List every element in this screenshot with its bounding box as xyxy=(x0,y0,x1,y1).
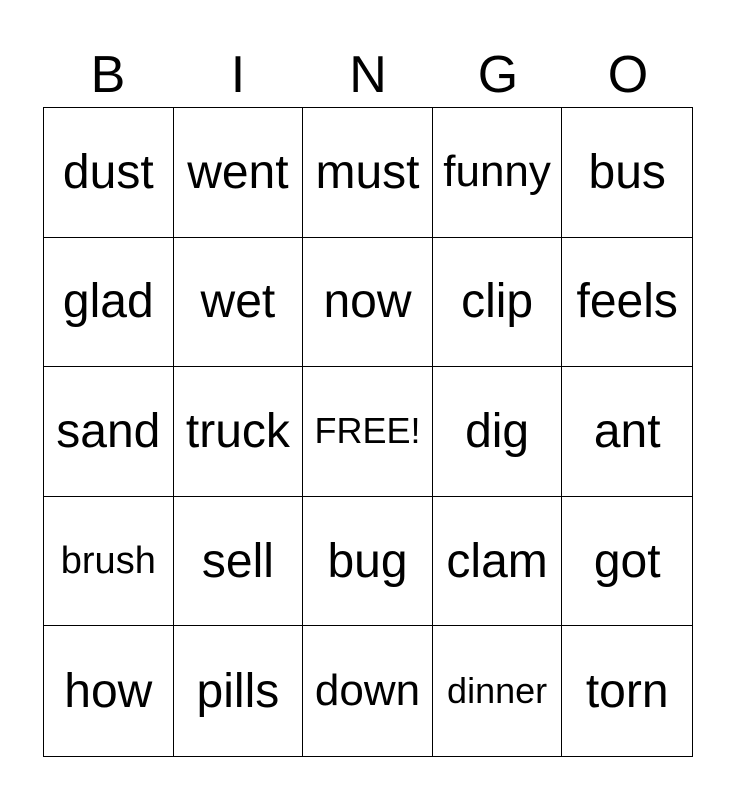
bingo-cell: went xyxy=(174,108,304,238)
bingo-cell: feels xyxy=(562,238,692,368)
header-letter-n: N xyxy=(349,46,387,104)
bingo-cell: funny xyxy=(433,108,563,238)
bingo-cell: bus xyxy=(562,108,692,238)
header-letter-i: I xyxy=(230,46,246,104)
bingo-cell: torn xyxy=(585,664,669,718)
bingo-cell: sell xyxy=(174,497,304,627)
bingo-card-grid xyxy=(43,107,693,757)
bingo-cell: pills xyxy=(174,626,304,756)
bingo-cell: bug xyxy=(303,497,433,627)
bingo-cell: dinner xyxy=(433,626,563,756)
bingo-cell: dust xyxy=(44,108,174,238)
bingo-cell: wet xyxy=(174,238,304,368)
header-letter-b: B xyxy=(90,46,126,104)
bingo-cell: brush xyxy=(44,497,174,627)
bingo-cell: sand xyxy=(44,367,174,497)
bingo-cell: down xyxy=(303,626,433,756)
bingo-cell: now xyxy=(303,238,433,368)
bingo-header xyxy=(43,44,693,106)
bingo-cell: glad xyxy=(44,238,174,368)
header-letter-g: G xyxy=(477,46,519,104)
bingo-cell: ant xyxy=(562,367,692,497)
header-letter-o: O xyxy=(607,46,649,104)
bingo-cell: clam xyxy=(433,497,563,627)
bingo-cell: must xyxy=(303,108,433,238)
bingo-cell: dig xyxy=(433,367,563,497)
bingo-cell: got xyxy=(562,497,692,627)
bingo-cell: how xyxy=(44,626,174,756)
free-space-cell: FREE! xyxy=(303,367,433,497)
bingo-cell: clip xyxy=(433,238,563,368)
bingo-cell: truck xyxy=(174,367,304,497)
